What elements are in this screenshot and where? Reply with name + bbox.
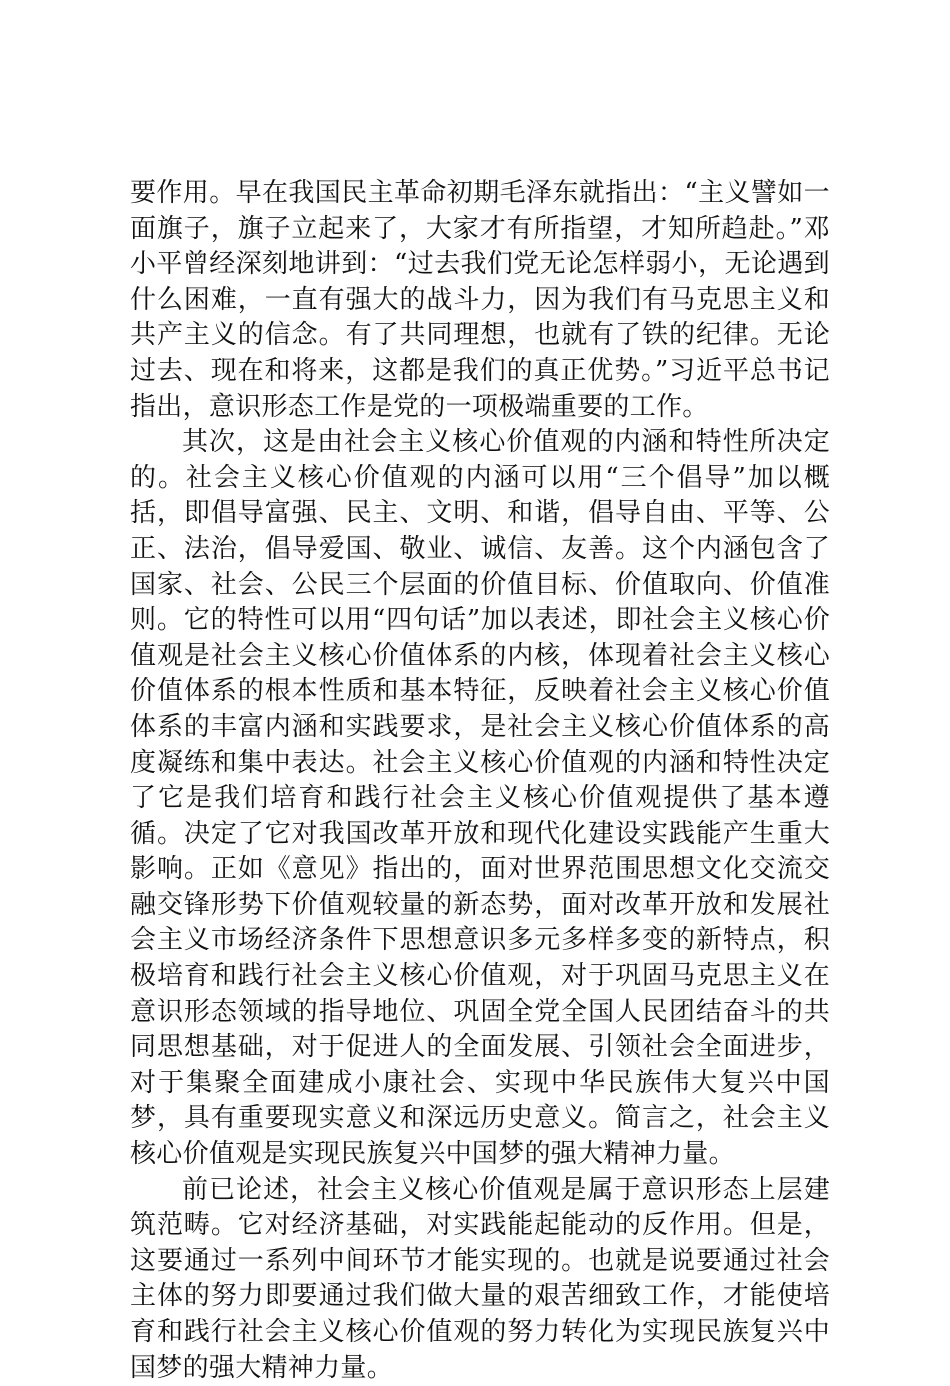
- paragraph-2: 其次，这是由社会主义核心价值观的内涵和特性所决定的。社会主义核心价值观的内涵可以用“三个倡导”加以概括，即倡导富强、民主、文明、和谐，倡导自由、平等、公正、法治，倡导爱国、敬业、诚信、友善。这个内涵包含了国家、社会、公民三个层面的价值目标、价值取向、价值准则。它的特性可以用“四句话”加以表述，即社会主义核心价值观是社会主义核心价值体系的内核，体现着社会主义核心价值体系的根本性质和基本特征，反映着社会主义核心价值体系的丰富内涵和实践要求，是社会主义核心价值体系的高度凝练和集中表达。社会主义核心价值观的内涵和特性决定了它是我们培育和践行社会主义核心价值观提供了基本遵循。决定了它对我国改革开放和现代化建设实践能产生重大影响。正如《意见》指出的，面对世界范围思想文化交流交融交锋形势下价值观较量的新态势，面对改革开放和发展社会主义市场经济条件下思想意识多元多样多变的新特点，积极培育和践行社会主义核心价值观，对于巩固马克思主义在意识形态领域的指导地位、巩固全党全国人民团结奋斗的共同思想基础，对于促进人的全面发展、引领社会全面进步，对于集聚全面建成小康社会、实现中华民族伟大复兴中国梦，具有重要现实意义和深远历史意义。简言之，社会主义核心价值观是实现民族复兴中国梦的强大精神力量。: [130, 427, 830, 1170]
- paragraph-3: 前已论述，社会主义核心价值观是属于意识形态上层建筑范畴。它对经济基础，对实践能起能动的反作用。但是，这要通过一系列中间环节才能实现的。也就是说要通过社会主体的努力即要通过我们做大量的艰苦细致工作，才能使培育和践行社会主义核心价值观的努力转化为实现民族复兴中国梦的强大精神力量。: [130, 1174, 830, 1383]
- document-body: [130, 176, 830, 1386]
- paragraph-1: 要作用。早在我国民主革命初期毛泽东就指出：“主义譬如一面旗子，旗子立起来了，大家才有所指望，才知所趋赴。”邓小平曾经深刻地讲到：“过去我们党无论怎样弱小，无论遇到什么困难，一直有强大的战斗力，因为我们有马克思主义和共产主义的信念。有了共同理想，也就有了铁的纪律。无论过去、现在和将来，这都是我们的真正优势。”习近平总书记指出，意识形态工作是党的一项极端重要的工作。: [130, 178, 830, 422]
